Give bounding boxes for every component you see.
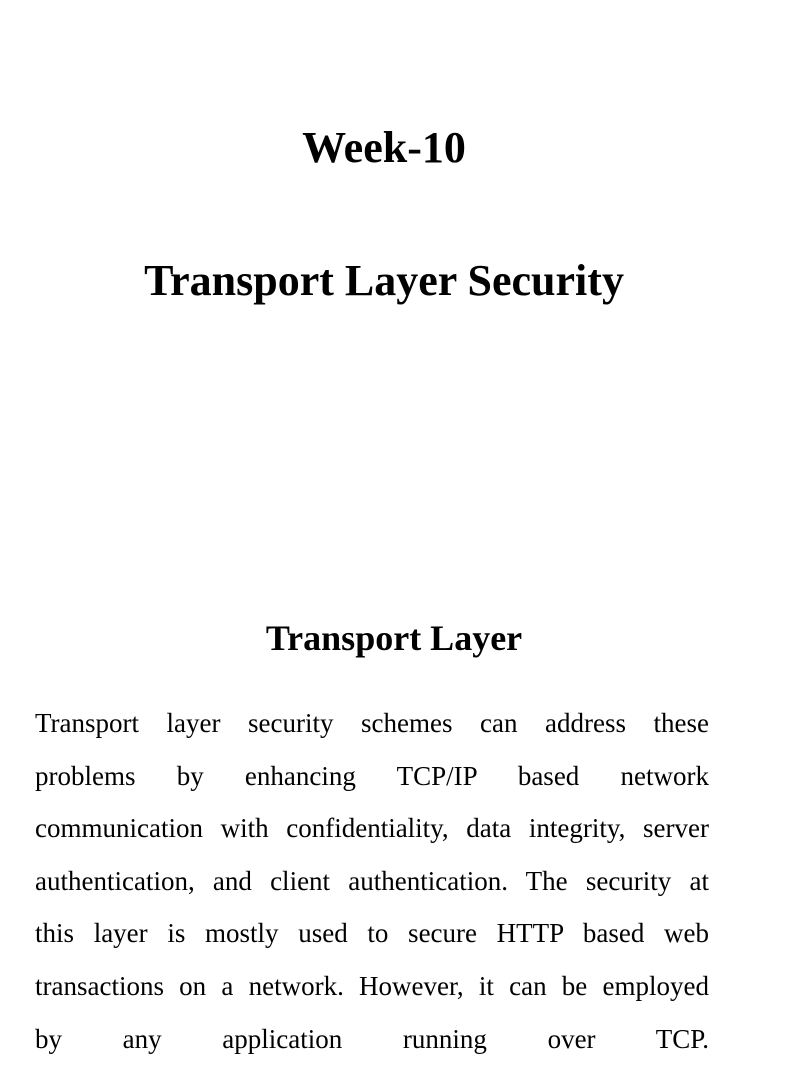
page-title: Transport Layer Security bbox=[144, 256, 624, 305]
section-body bbox=[35, 697, 709, 1065]
body-line: problems by enhancing TCP/IP based network bbox=[35, 760, 709, 791]
body-line: this layer is mostly used to secure HTTP based web bbox=[35, 918, 709, 949]
body-line: authentication, and client authentication. The security at bbox=[35, 865, 709, 896]
section-heading: Transport Layer bbox=[265, 618, 523, 658]
body-line: transactions on a network. However, it can be employed bbox=[35, 970, 709, 1001]
week-label: Week-10 bbox=[302, 123, 466, 172]
body-line: by any application running over TCP. bbox=[35, 1023, 709, 1054]
body-line: Transport layer security schemes can address these bbox=[35, 708, 709, 738]
body-line: communication with confidentiality, data integrity, server bbox=[35, 813, 709, 844]
